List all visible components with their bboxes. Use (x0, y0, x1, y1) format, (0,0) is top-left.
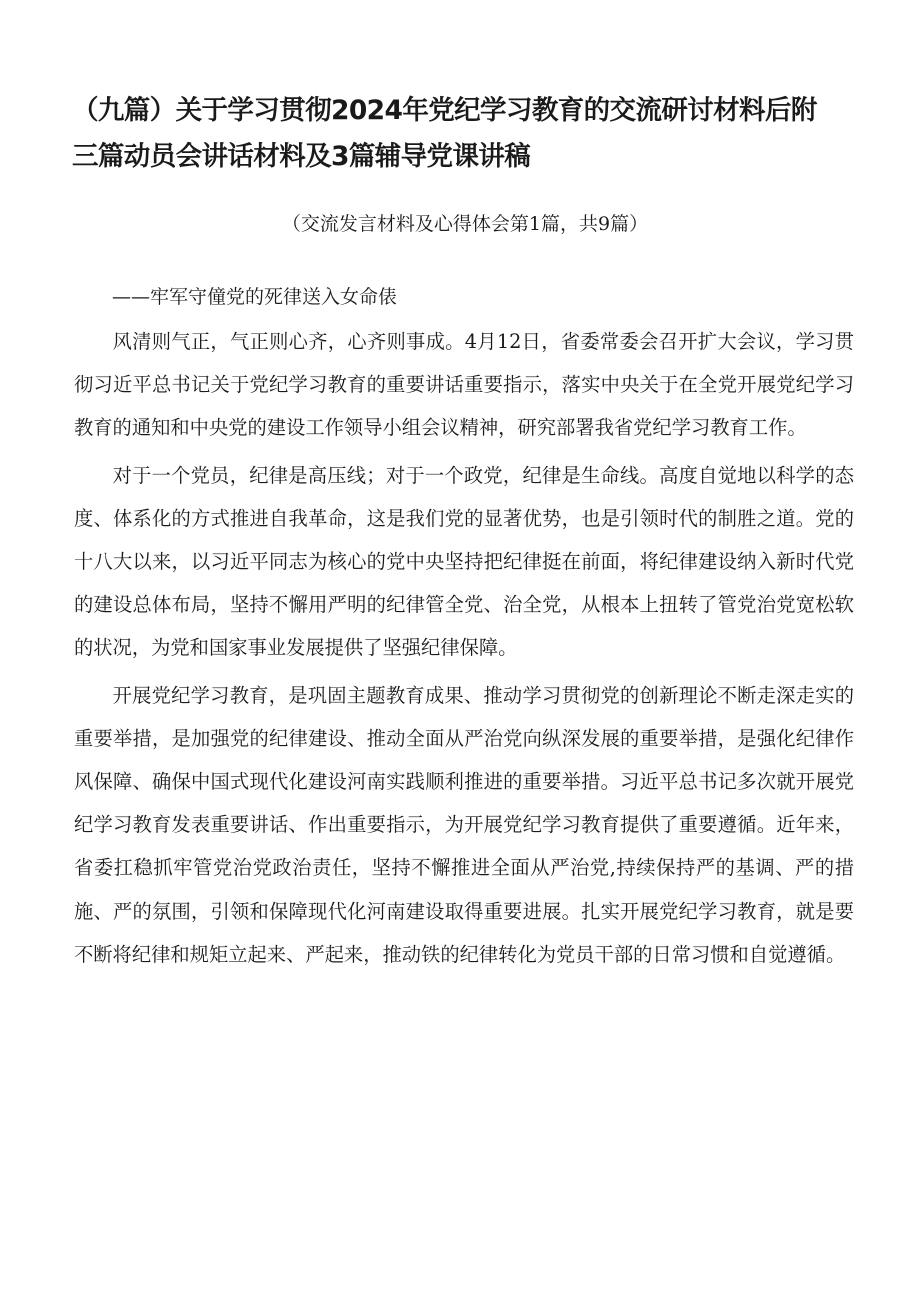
body-paragraph: 风清则气正，气正则心齐，心齐则事成。4月12日，省委常委会召开扩大会议，学习贯彻习近平总书记关于党纪学习教育的重要讲话重要指示，落实中央关于在全党开展党纪学习教育的通知和中央党的建设工作领导小组会议精神，研究部署我省党纪学习教育工作。 (74, 330, 854, 440)
document-title (72, 88, 872, 180)
body-paragraph: 对于一个党员，纪律是高压线；对于一个政党，纪律是生命线。高度自觉地以科学的态度、体系化的方式推进自我革命，这是我们党的显著优势，也是引领时代的制胜之道。党的十八大以来，以习近平同志为核心的党中央坚持把纪律挺在前面，将纪律建设纳入新时代党的建设总体布局，坚持不懈用严明的纪律管全党、治全党，从根本上扭转了管党治党宽松软的状况，为党和国家事业发展提供了坚强纪律保障。 (74, 463, 854, 660)
document-body (74, 320, 854, 976)
body-paragraph: 开展党纪学习教育，是巩固主题教育成果、推动学习贯彻党的创新理论不断走深走实的重要举措，是加强党的纪律建设、推动全面从严治党向纵深发展的重要举措，是强化纪律作风保障、确保中国式现代化建设河南实践顺利推进的重要举措。习近平总书记多次就开展党纪学习教育发表重要讲话、作出重要指示，为开展党纪学习教育提供了重要遵循。近年来，省委扛稳抓牢管党治党政治责任，坚持不懈推进全面从严治党,持续保持严的基调、严的措施、严的氛围，引领和保障现代化河南建设取得重要进展。扎实开展党纪学习教育，就是要不断将纪律和规矩立起来、严起来，推动铁的纪律转化为党员干部的日常习惯和自觉遵循。 (74, 683, 854, 966)
document-title-line-1: （九篇）关于学习贯彻2024年党纪学习教育的交流研讨材料后附 (72, 95, 817, 126)
document-title-line-2: 三篇动员会讲话材料及3篇辅导党课讲稿 (72, 141, 531, 172)
document-subtitle: （交流发言材料及心得体会第1篇，共9篇） (281, 213, 649, 235)
section-heading: ——牢军守僮党的死律送入女命俵 (112, 286, 398, 308)
